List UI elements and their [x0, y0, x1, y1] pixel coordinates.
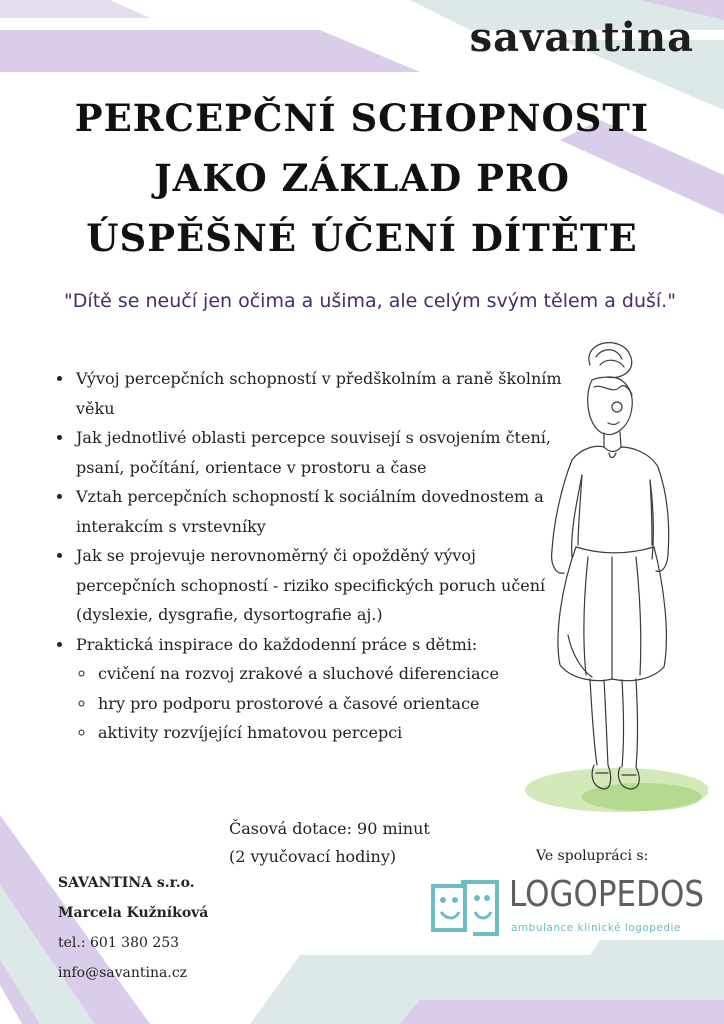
contact-email[interactable]: info@savantina.cz	[58, 965, 188, 981]
sub-list-item: ◦ cvičení na rozvoj zrakové a sluchové diferenciace	[96, 659, 574, 689]
company-name: SAVANTINA s.r.o.	[58, 875, 195, 891]
list-item: • Jak jednotlivé oblasti percepce souvisejí s osvojením čtení, psaní, počítání, orientace v prostoru a čase	[74, 423, 574, 482]
brand-logo: savantina	[469, 14, 694, 61]
time-allocation	[229, 815, 430, 871]
sub-list-item: ◦ hry pro podporu prostorové a časové orientace	[96, 689, 574, 719]
sub-list	[76, 659, 574, 748]
contact-info	[58, 868, 208, 988]
logo-name: LOGOPEDOS	[509, 874, 704, 915]
contact-phone: tel.: 601 380 253	[58, 935, 180, 951]
logo-subtitle: ambulance klinické logopedie	[511, 922, 681, 934]
time-line-1: Časová dotace: 90 minut	[229, 819, 430, 838]
list-item: • Vývoj percepčních schopností v předškolním a raně školním věku	[74, 364, 574, 423]
list-item	[74, 630, 574, 748]
time-line-2: (2 vyučovací hodiny)	[229, 847, 397, 866]
list-item: • Vztah percepčních schopností k sociálním dovednostem a interakcím s vrstevníky	[74, 482, 574, 541]
title-line-2: JAKO ZÁKLAD PRO	[154, 156, 570, 200]
topics-list	[52, 364, 574, 748]
title-line-3: ÚSPĚŠNÉ ÚČENÍ DÍTĚTE	[86, 216, 638, 260]
contact-person: Marcela Kužníková	[58, 905, 209, 921]
list-item: • Jak se projevuje nerovnoměrný či opožděný vývoj percepčních schopností - riziko specifických poruch učení (dyslexie, dysgrafie, dysortografie aj.)	[74, 541, 574, 630]
sub-list-item: ◦ aktivity rozvíjející hmatovou percepci	[96, 718, 574, 748]
girl-illustration	[512, 335, 708, 820]
page-title	[0, 88, 724, 268]
quote: "Dítě se neučí jen očima a ušima, ale celým svým tělem a duší."	[64, 290, 676, 312]
title-line-1: PERCEPČNÍ SCHOPNOSTI	[74, 96, 650, 140]
collab-label: Ve spolupráci s:	[536, 848, 649, 864]
list-item-label: Praktická inspirace do každodenní práce s dětmi:	[76, 634, 478, 654]
